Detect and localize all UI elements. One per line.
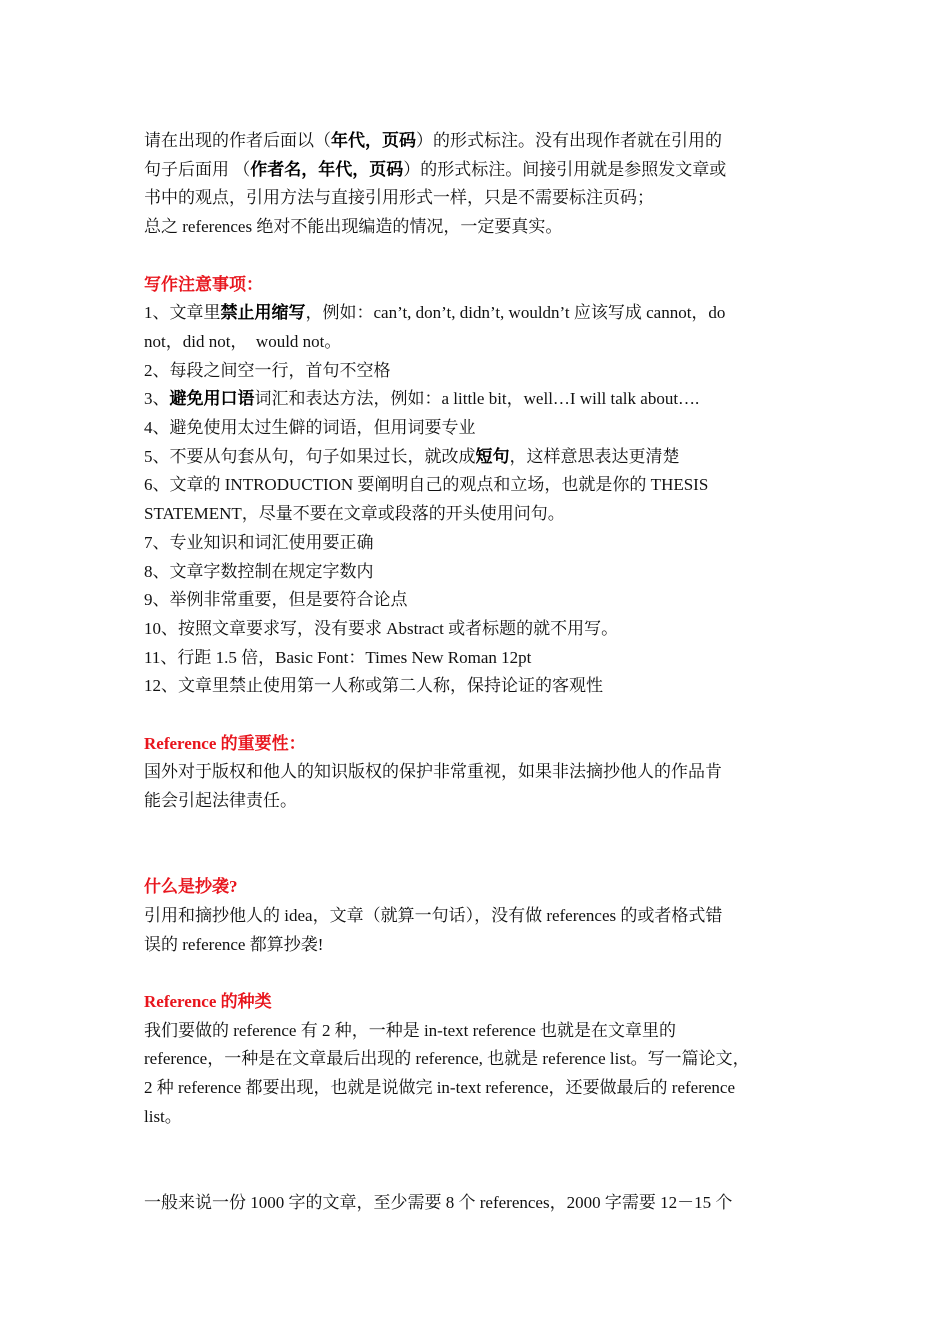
list-item: 9、举例非常重要，但是要符合论点 [144, 590, 408, 610]
text-run: 请在出现的作者后面以（ [144, 131, 331, 150]
list-item [144, 299, 814, 328]
list-item: 7、专业知识和词汇使用要正确 [144, 532, 374, 552]
document-body [144, 127, 814, 1218]
paragraph-line: 2 种 reference 都要出现，也就是说做完 in-text reference，还要做最后的 reference [144, 1078, 736, 1098]
text-run: 词汇和表达方法，例如：a little bit，well…I will talk about…. [254, 389, 700, 409]
list-item: 4、避免使用太过生僻的词语，但用词要专业 [144, 418, 476, 438]
list-item: 2、每段之间空一行，首句不空格 [144, 360, 391, 380]
paragraph-line: 我们要做的 reference 有 2 种，一种是 in-text reference 也就是在文章里的 [144, 1020, 677, 1040]
paragraph-line: 能会引起法律责任。 [144, 791, 297, 811]
bold-text: 短句 [475, 446, 510, 466]
list-item: 8、文章字数控制在规定字数内 [144, 561, 374, 581]
list-item: 12、文章里禁止使用第一人称或第二人称，保持论证的客观性 [144, 676, 603, 696]
text-run: ）的形式标注。间接引用就是参照发文章或 [403, 159, 727, 179]
paragraph-line: reference，一种是在文章最后出现的 reference, 也就是 reference list。写一篇论文， [144, 1049, 750, 1069]
list-item [144, 443, 814, 472]
intro-line [144, 156, 814, 185]
list-item: 10、按照文章要求写，没有要求 Abstract 或者标题的就不用写。 [144, 618, 619, 638]
intro-line: 总之 references 绝对不能出现编造的情况，一定要真实。 [144, 217, 563, 237]
section-heading-types: Reference 的种类 [144, 992, 272, 1012]
section-heading-notes: 写作注意事项： [144, 274, 263, 294]
paragraph-line: list。 [144, 1106, 182, 1126]
list-item-continuation: STATEMENT，尽量不要在文章或段落的开头使用问句。 [144, 504, 565, 524]
text-run: 5、不要从句套从句，句子如果过长，就改成 [144, 446, 476, 466]
text-run: ，这样意思表达更清楚 [509, 446, 680, 466]
list-item [144, 385, 814, 414]
section-heading-importance: Reference 的重要性： [144, 733, 306, 753]
text-run: 3、 [144, 389, 170, 409]
paragraph-line: 引用和摘抄他人的 idea，文章（就算一句话），没有做 references 的或者格式错 [144, 905, 723, 925]
text-run: 句子后面用 （ [144, 159, 251, 179]
intro-line: 书中的观点，引用方法与直接引用形式一样，只是不需要标注页码； [144, 188, 654, 208]
text-run: ）的形式标注。没有出现作者就在引用的 [416, 131, 722, 150]
paragraph-line: 国外对于版权和他人的知识版权的保护非常重视，如果非法摘抄他人的作品肯 [144, 762, 722, 782]
list-item: 6、文章的 INTRODUCTION 要阐明自己的观点和立场，也就是你的 THESIS [144, 475, 709, 495]
bold-text: 年代，页码 [331, 131, 416, 150]
paragraph-line: 误的 reference 都算抄袭! [144, 934, 324, 954]
text-run: ，例如：can’t, don’t, didn’t, wouldn’t 应该写成 cannot，do [305, 303, 726, 323]
bold-text: 禁止用缩写 [220, 303, 306, 323]
list-item: 11、行距 1.5 倍，Basic Font：Times New Roman 12pt [144, 647, 532, 667]
intro-line [144, 127, 814, 156]
bold-text: 避免用口语 [169, 389, 255, 409]
bold-text: 作者名，年代，页码 [250, 159, 404, 179]
section-heading-plagiarism: 什么是抄袭? [144, 877, 238, 897]
paragraph-line: 一般来说一份 1000 字的文章，至少需要 8 个 references，2000 字需要 12－15 个 [144, 1192, 733, 1212]
text-run: 1、文章里 [144, 303, 221, 323]
list-item-continuation: not，did not， would not。 [144, 331, 342, 351]
